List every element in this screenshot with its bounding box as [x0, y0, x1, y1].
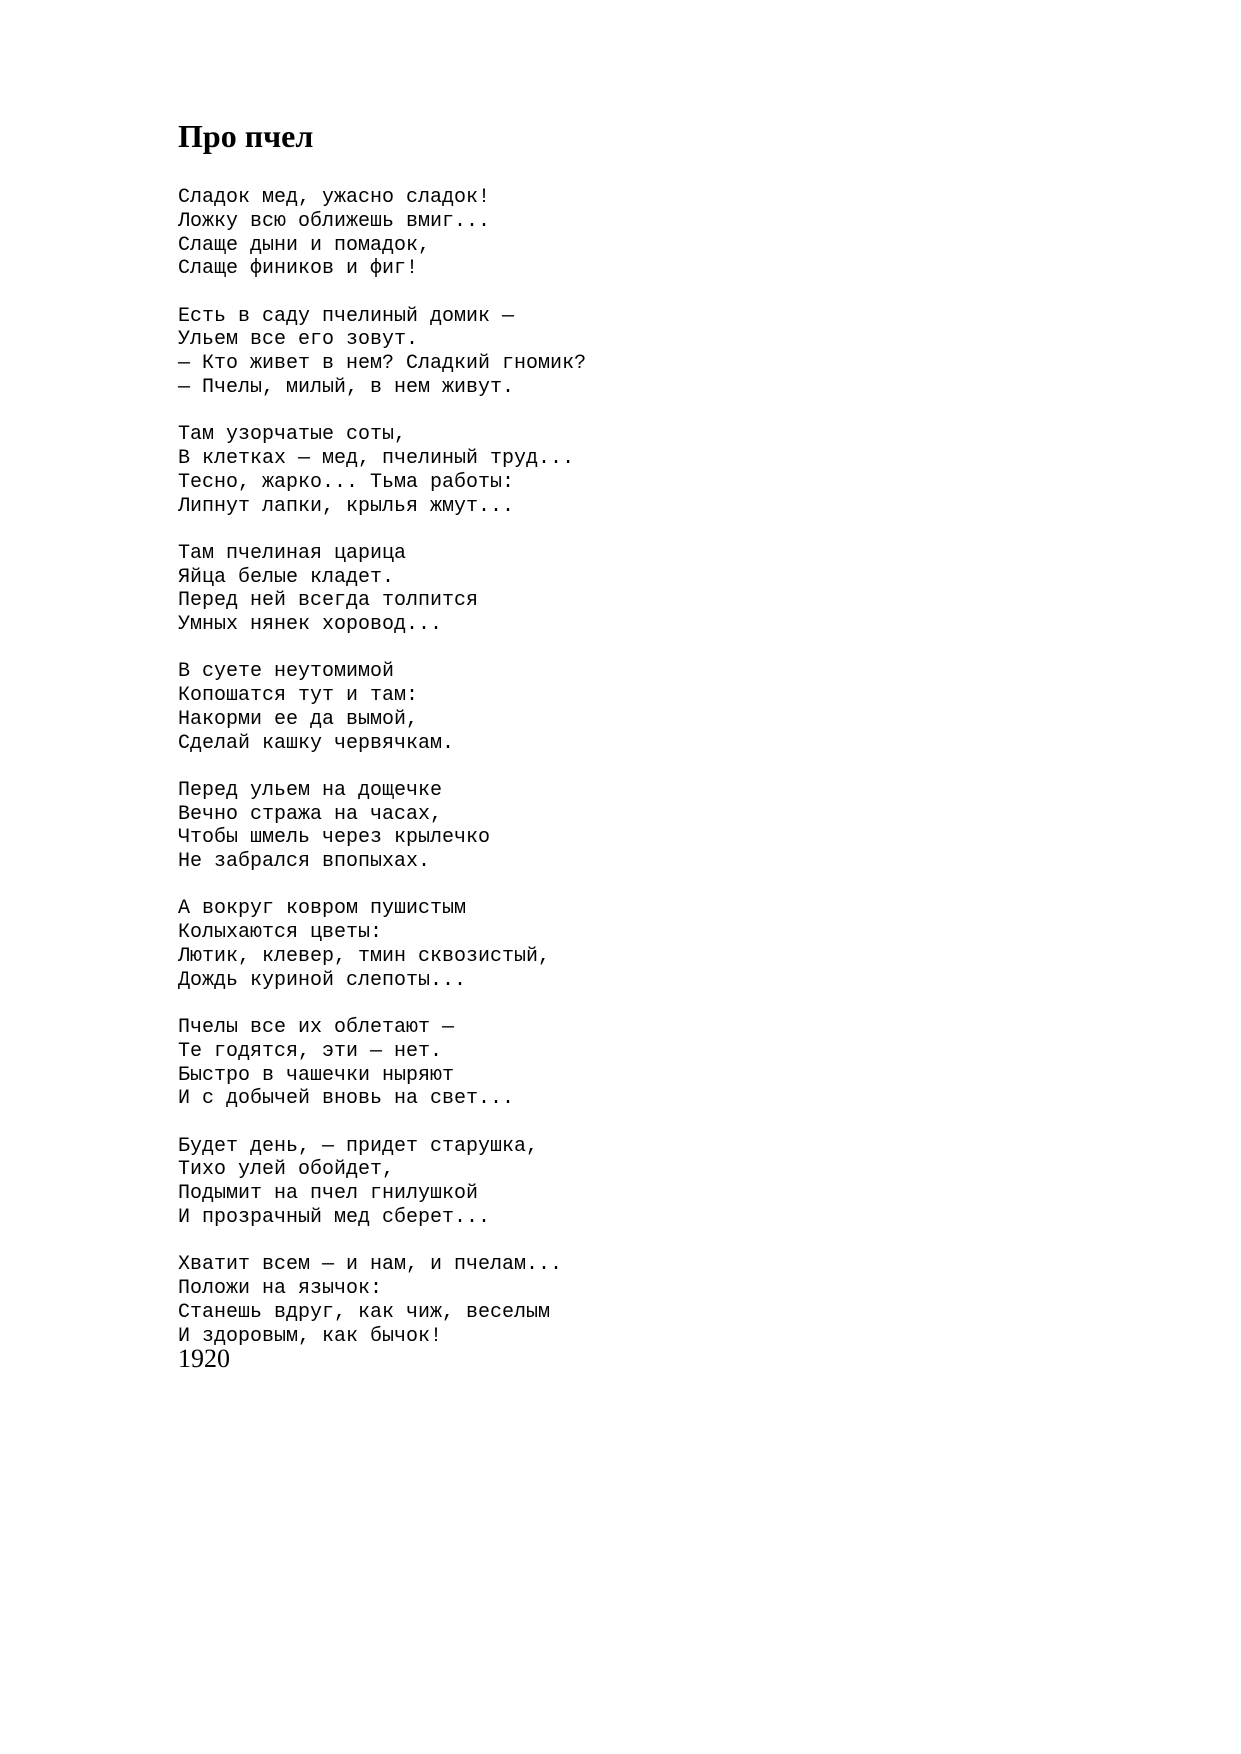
verse-line: Накорми ее да вымой, — [178, 707, 419, 731]
stanza-1 — [178, 186, 586, 281]
stanza-6 — [178, 779, 586, 874]
verse-line: Ложку всю оближешь вмиг... — [178, 209, 491, 233]
verse-line: — Пчелы, милый, в нем живут. — [178, 375, 515, 399]
poem-title: Про пчел — [178, 118, 314, 154]
stanza-5 — [178, 660, 586, 755]
stanza-3 — [178, 423, 586, 518]
verse-line: Яйца белые кладет. — [178, 565, 395, 589]
stanza-10 — [178, 1253, 586, 1348]
verse-line: Копошатся тут и там: — [178, 684, 419, 708]
verse-line: Чтобы шмель через крылечко — [178, 826, 491, 850]
verse-line: Слаще фиников и фиг! — [178, 257, 419, 281]
verse-line: Перед ульем на дощечке — [178, 778, 443, 802]
verse-line: Вечно стража на часах, — [178, 802, 443, 826]
verse-line: Тихо улей обойдет, — [178, 1158, 395, 1182]
verse-line: А вокруг ковром пушистым — [178, 897, 467, 921]
verse-line: Тесно, жарко... Тьма работы: — [178, 470, 515, 494]
verse-line: Пчелы все их облетают — — [178, 1016, 455, 1040]
poem-year: 1920 — [178, 1344, 230, 1373]
stanza-2 — [178, 305, 586, 400]
verse-line: Быстро в чашечки ныряют — [178, 1063, 455, 1087]
verse-line: Те годятся, эти — нет. — [178, 1039, 443, 1063]
verse-line: Дождь куриной слепоты... — [178, 968, 467, 992]
verse-line: Подымит на пчел гнилушкой — [178, 1182, 479, 1206]
verse-line: Станешь вдруг, как чиж, веселым — [178, 1300, 551, 1324]
stanza-8 — [178, 1016, 586, 1111]
verse-line: Хватит всем — и нам, и пчелам... — [178, 1253, 563, 1277]
poem-body — [178, 186, 586, 1348]
verse-line: Слаще дыни и помадок, — [178, 233, 431, 257]
verse-line: Будет день, — придет старушка, — [178, 1134, 539, 1158]
stanza-9 — [178, 1135, 586, 1230]
verse-line: Умных нянек хоровод... — [178, 613, 443, 637]
verse-line: Лютик, клевер, тмин сквозистый, — [178, 945, 551, 969]
verse-line: Положи на язычок: — [178, 1277, 383, 1300]
stanza-7 — [178, 897, 586, 992]
verse-line: В суете неутомимой — [178, 660, 395, 684]
verse-line: Там узорчатые соты, — [178, 423, 407, 447]
verse-line: Есть в саду пчелиный домик — — [178, 304, 515, 328]
verse-line: Колыхаются цветы: — [178, 921, 383, 945]
verse-line: И здоровым, как бычок! — [178, 1324, 443, 1348]
verse-line: Не забрался впопыхах. — [178, 850, 431, 874]
verse-line: Сладок мед, ужасно сладок! — [178, 186, 491, 209]
verse-line: Липнут лапки, крылья жмут... — [178, 494, 515, 518]
verse-line: Перед ней всегда толпится — [178, 589, 479, 613]
verse-line: Там пчелиная царица — [178, 541, 407, 565]
verse-line: И прозрачный мед сберет... — [178, 1206, 491, 1230]
verse-line: В клетках — мед, пчелиный труд... — [178, 446, 575, 470]
verse-line: Сделай кашку червячкам. — [178, 731, 455, 755]
verse-line: Ульем все его зовут. — [178, 328, 419, 352]
stanza-4 — [178, 542, 586, 637]
verse-line: И с добычей вновь на свет... — [178, 1087, 515, 1111]
verse-line: — Кто живет в нем? Сладкий гномик? — [178, 352, 587, 376]
